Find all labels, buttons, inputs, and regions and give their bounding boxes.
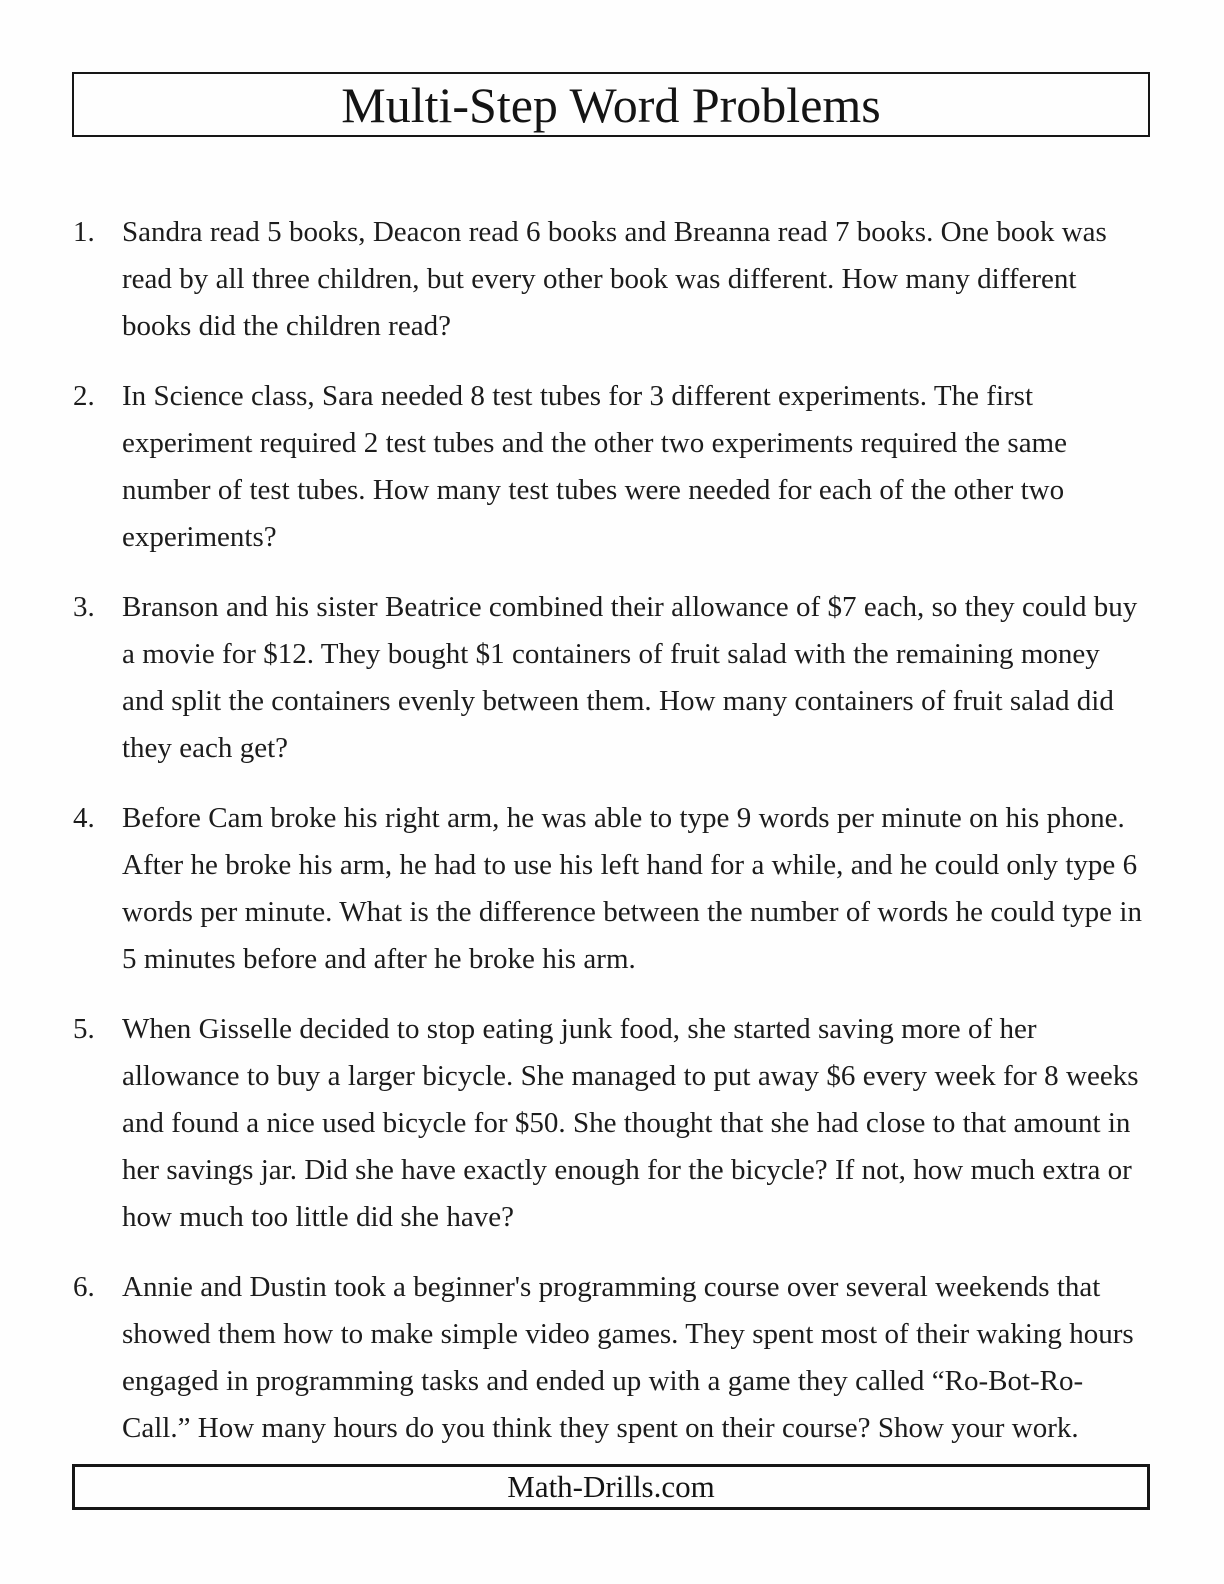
problem-item	[73, 1006, 1152, 1241]
problem-text: In Science class, Sara needed 8 test tubes for 3 different experiments. The first experiment required 2 test tubes and the other two experiments required the same number of test tubes. How many test tubes were needed for each of the other two experiments?	[122, 380, 1067, 553]
problem-text: Annie and Dustin took a beginner's programming course over several weekends that showed them how to make simple video games. They spent most of their waking hours engaged in programming tasks and ended up with a game they called “Ro-Bot-Ro-Call.” How many hours do you think they spent on their course? Show your work.	[122, 1271, 1134, 1444]
problem-item	[73, 584, 1152, 772]
problem-number: 1.	[73, 216, 95, 248]
page-title: Multi-Step Word Problems	[341, 76, 881, 133]
problem-item	[73, 1264, 1152, 1452]
problem-number: 6.	[73, 1271, 95, 1303]
title-box	[72, 72, 1150, 137]
problem-text: Before Cam broke his right arm, he was able to type 9 words per minute on his phone. After he broke his arm, he had to use his left hand for a while, and he could only type 6 words per minute. What is the difference between the number of words he could type in 5 minutes before and after he broke his arm.	[122, 802, 1142, 975]
footer-site-label: Math-Drills.com	[507, 1469, 715, 1504]
footer-box	[72, 1464, 1150, 1510]
problem-number: 4.	[73, 802, 95, 834]
problems-list	[73, 209, 1152, 1475]
problem-item	[73, 209, 1152, 350]
problem-item	[73, 795, 1152, 983]
problem-number: 5.	[73, 1013, 95, 1045]
problem-text: Sandra read 5 books, Deacon read 6 books and Breanna read 7 books. One book was read by all three children, but every other book was different. How many different books did the children read?	[122, 216, 1107, 342]
problem-item	[73, 373, 1152, 561]
problem-text: Branson and his sister Beatrice combined their allowance of $7 each, so they could buy a movie for $12. They bought $1 containers of fruit salad with the remaining money and split the containers evenly between them. How many containers of fruit salad did they each get?	[122, 591, 1138, 764]
problem-text: When Gisselle decided to stop eating junk food, she started saving more of her allowance to buy a larger bicycle. She managed to put away $6 every week for 8 weeks and found a nice used bicycle for $50. She thought that she had close to that amount in her savings jar. Did she have exactly enough for the bicycle? If not, how much extra or how much too little did she have?	[122, 1013, 1139, 1233]
problem-number: 3.	[73, 591, 95, 623]
problem-number: 2.	[73, 380, 95, 412]
